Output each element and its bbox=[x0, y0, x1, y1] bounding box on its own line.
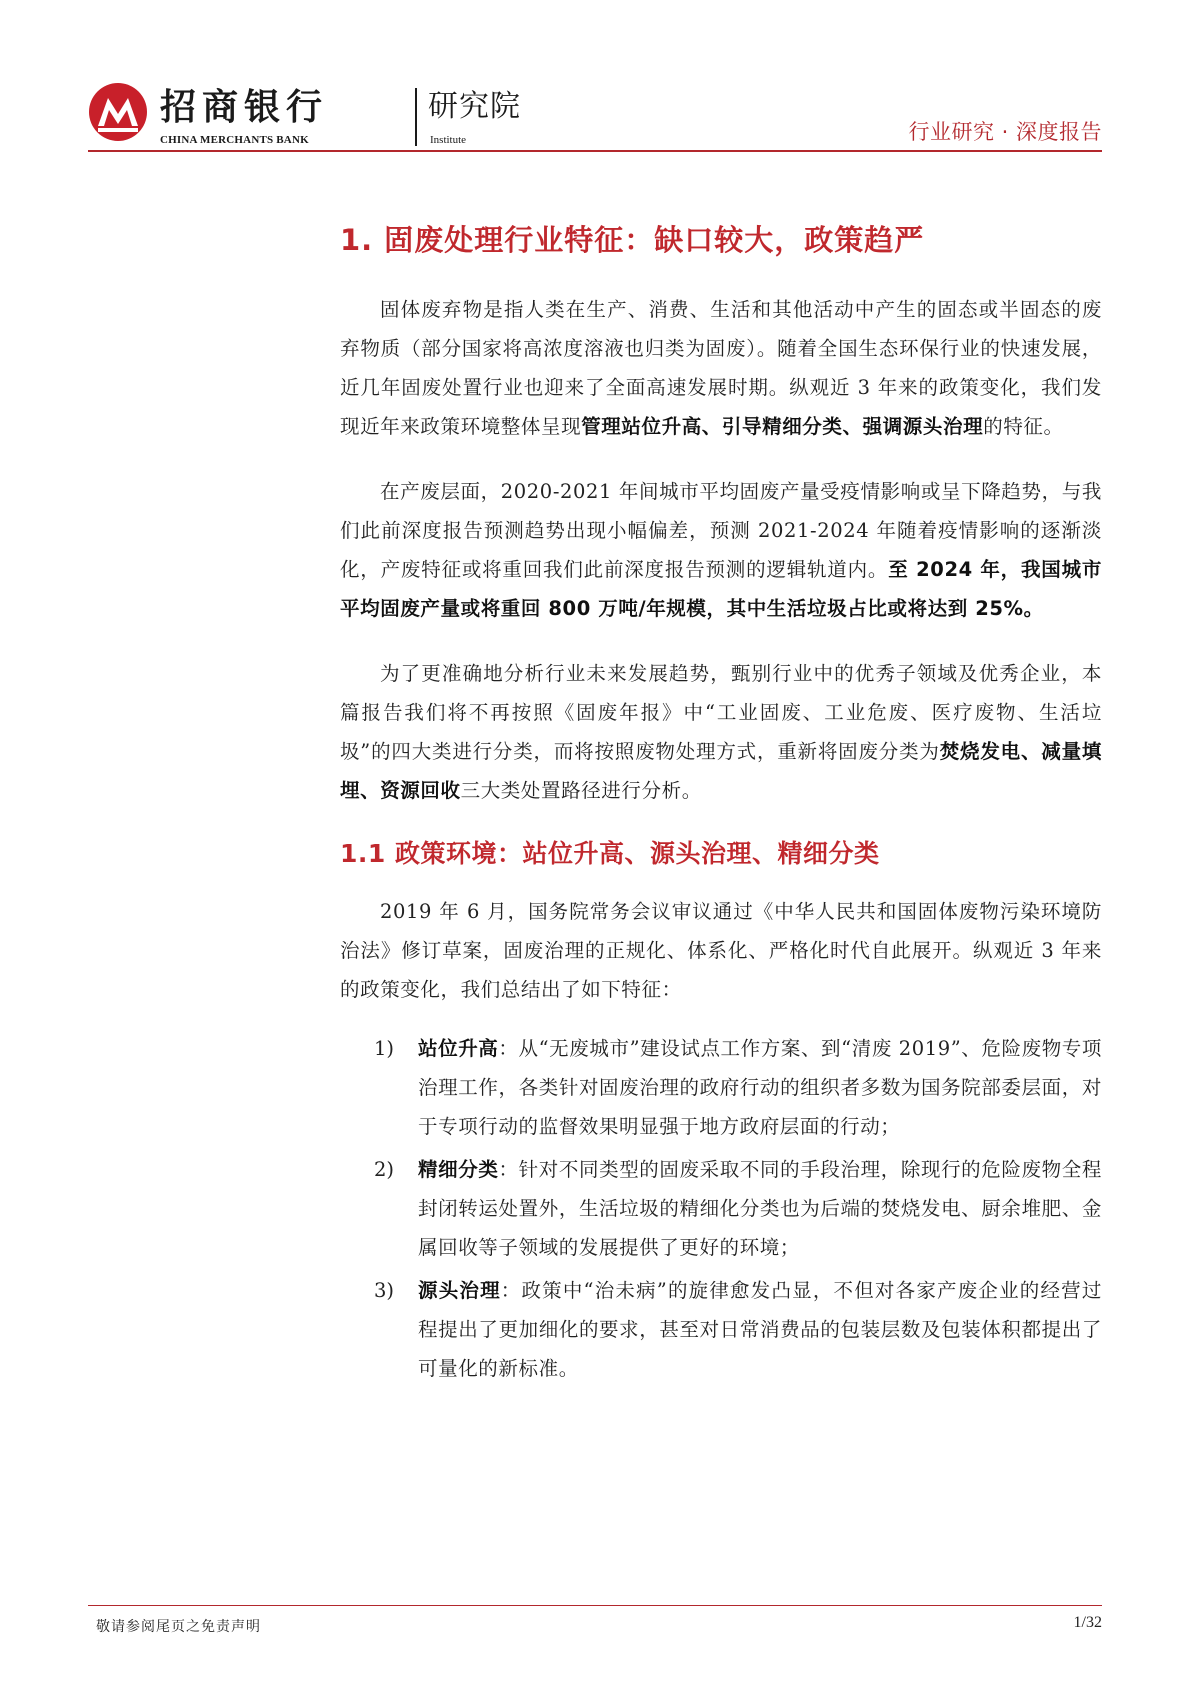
list-item bbox=[340, 1271, 1102, 1388]
cmb-logo-icon bbox=[88, 82, 148, 142]
list-item bbox=[340, 1150, 1102, 1267]
paragraph-1 bbox=[340, 290, 1102, 446]
list-item-term: 精细分类 bbox=[418, 1158, 499, 1181]
institute-name-cn: 研究院 bbox=[428, 89, 521, 124]
paragraph-text: 在产废层面，2020-2021 年间城市平均固废产量受疫情影响或呈下降趋势，与我们此前深度报告预测趋势出现小幅偏差，预测 2021-2024 年随着疫情影响的逐渐淡化，产废特征或将重回我们此前深度报告预测的逻辑轨道内。 bbox=[340, 480, 1102, 581]
paragraph-bold: 焚烧发电、减量填埋、资源回收 bbox=[340, 740, 1102, 802]
report-type: 行业研究 · 深度报告 bbox=[908, 120, 1102, 144]
header-divider bbox=[88, 150, 1102, 152]
paragraph-3 bbox=[340, 654, 1102, 810]
page-number: 1/32 bbox=[1073, 1614, 1102, 1631]
footer-divider bbox=[88, 1605, 1102, 1606]
subsection-title: 1.1 政策环境：站位升高、源头治理、精细分类 bbox=[340, 839, 880, 868]
paragraph-tail: 三大类处置路径进行分析。 bbox=[460, 779, 702, 802]
list-item-body bbox=[418, 1029, 1102, 1146]
list-item bbox=[340, 1029, 1102, 1146]
paragraph-text: 固体废弃物是指人类在生产、消费、生活和其他活动中产生的固态或半固态的废弃物质（部分国家将高浓度溶液也归类为固废）。随着全国生态环保行业的快速发展，近几年固废处置行业也迎来了全面高速发展时期。纵观近 3 年来的政策变化，我们发现近年来政策环境整体呈现 bbox=[340, 298, 1102, 438]
institute-name-en: Institute bbox=[430, 134, 467, 146]
subsection-intro: 2019 年 6 月，国务院常务会议审议通过《中华人民共和国固体废物污染环境防治法》修订草案，固废治理的正规化、体系化、严格化时代自此展开。纵观近 3 年来的政策变化，我们总结出了如下特征： bbox=[340, 900, 1102, 1001]
list-item-body bbox=[418, 1150, 1102, 1267]
page-header bbox=[88, 78, 1102, 152]
list-item-body bbox=[418, 1271, 1102, 1388]
list-item-term: 源头治理 bbox=[418, 1279, 501, 1302]
paragraph-2 bbox=[340, 472, 1102, 628]
list-number: 3) bbox=[374, 1279, 395, 1302]
list-item-text: ：政策中“治未病”的旋律愈发凸显，不但对各家产废企业的经营过程提出了更加细化的要求，甚至对日常消费品的包装层数及包装体积都提出了可量化的新标准。 bbox=[418, 1279, 1102, 1380]
list-item-text: ：从“无废城市”建设试点工作方案、到“清废 2019”、危险废物专项治理工作，各类针对固废治理的政府行动的组织者多数为国务院部委层面，对于专项行动的监督效果明显强于地方政府层面的行动； bbox=[418, 1037, 1103, 1138]
list-item-term: 站位升高 bbox=[418, 1037, 499, 1060]
paragraph-tail: 的特征。 bbox=[983, 415, 1064, 438]
paragraph-bold: 至 2024 年，我国城市平均固废产量或将重回 800 万吨/年规模，其中生活垃圾占比或将达到 25%。 bbox=[340, 558, 1103, 620]
list-item-text: ：针对不同类型的固废采取不同的手段治理，除现行的危险废物全程封闭转运处置外，生活垃圾的精细化分类也为后端的焚烧发电、厨余堆肥、金属回收等子领域的发展提供了更好的环境； bbox=[418, 1158, 1102, 1259]
paragraph-text: 为了更准确地分析行业未来发展趋势，甄别行业中的优秀子领域及优秀企业，本篇报告我们将不再按照《固废年报》中“工业固废、工业危废、医疗废物、生活垃圾”的四大类进行分类，而将按照废物处理方式，重新将固废分类为 bbox=[340, 662, 1102, 763]
bank-name-cn: 招商银行 bbox=[160, 87, 329, 128]
section-title: 1. 固废处理行业特征：缺口较大，政策趋严 bbox=[340, 223, 925, 257]
bank-name-en: CHINA MERCHANTS BANK bbox=[160, 134, 309, 146]
footer-disclaimer: 敬请参阅尾页之免责声明 bbox=[96, 1619, 261, 1635]
list-number: 2) bbox=[374, 1158, 395, 1181]
logo-divider bbox=[415, 88, 417, 146]
paragraph-bold: 管理站位升高、引导精细分类、强调源头治理 bbox=[581, 415, 984, 438]
main-content bbox=[340, 220, 1102, 1392]
feature-list bbox=[340, 1029, 1102, 1388]
list-number: 1) bbox=[374, 1037, 395, 1060]
